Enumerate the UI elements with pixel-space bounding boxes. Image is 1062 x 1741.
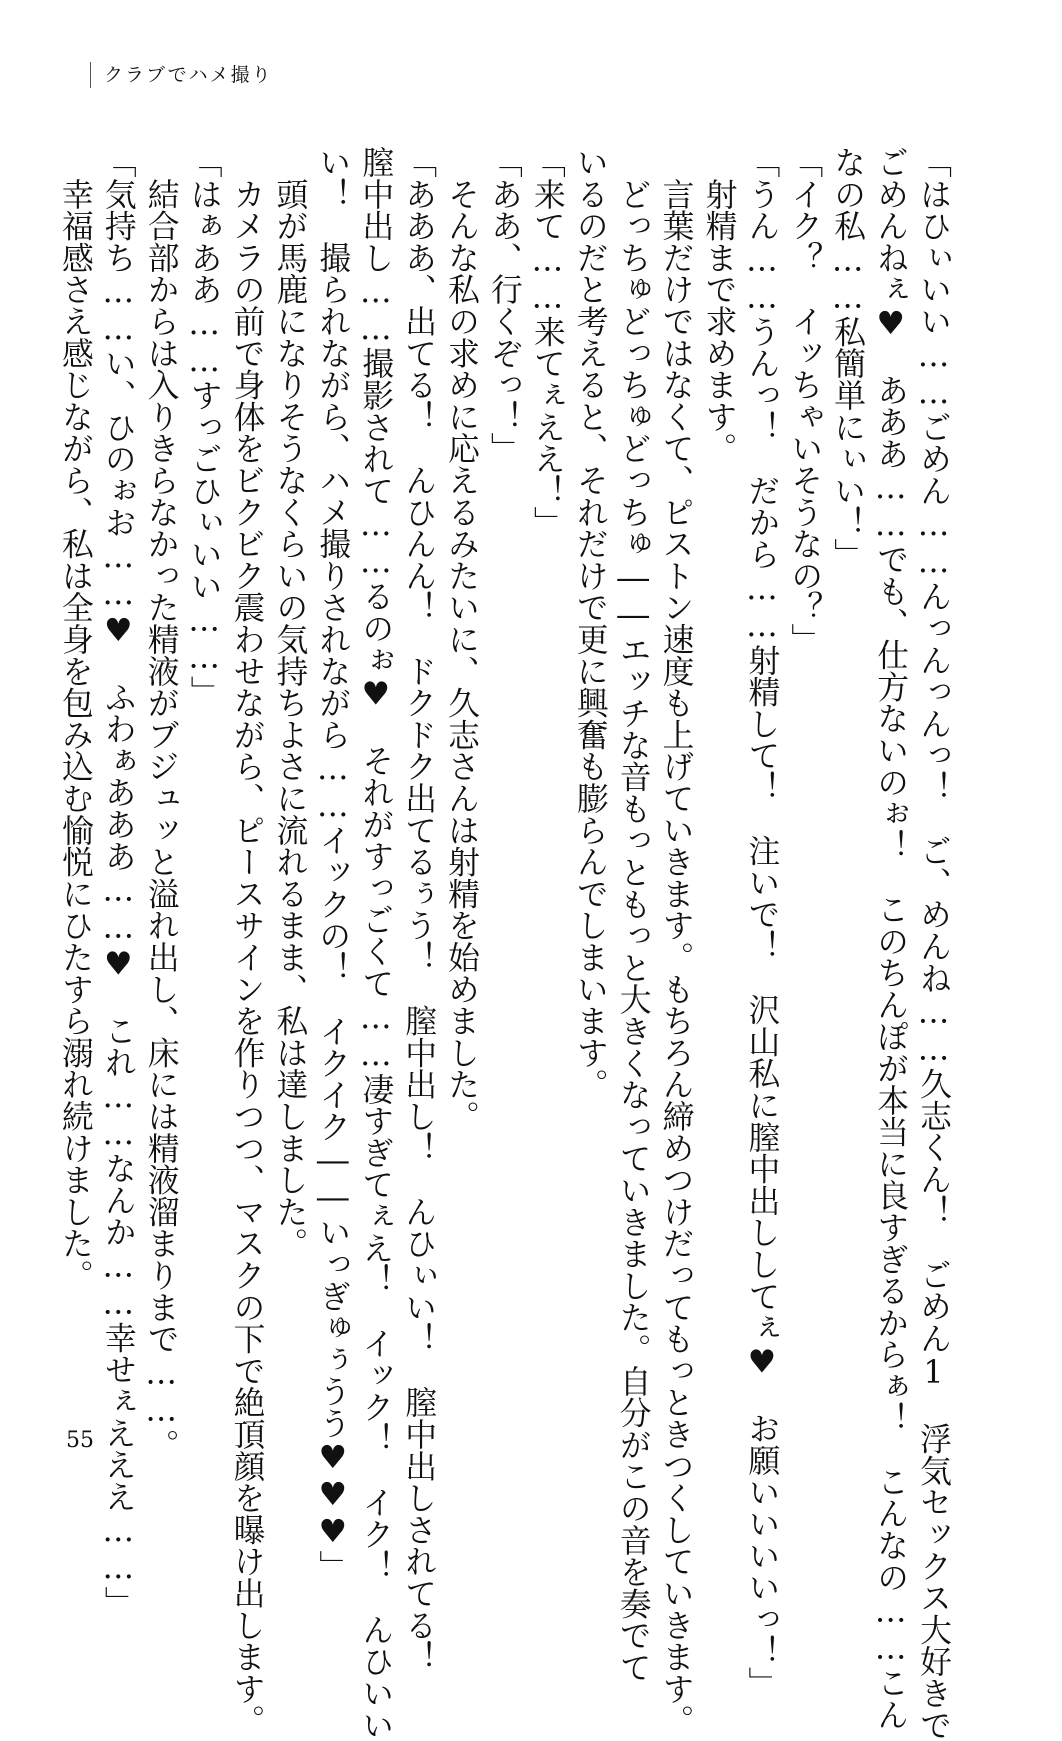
text-line: なの私……私簡単にぃい！」: [829, 146, 867, 570]
text-line: 「はぁああ……すっごひぃいい……」: [185, 146, 223, 708]
text-line: そんな私の求めに応えるみたいに、久志さんは射精を始めました。: [443, 146, 481, 1132]
text-line: 「気持ち……い、ひのぉお……♥ ふわぁあああ……♥ これ……なんか……幸せぇえええ……」: [99, 146, 137, 1618]
text-line: 膣中出し……撮影されて……るのぉ♥ それがすっごくて……凄すぎてぇえ！ イック！ イク！ んひいい: [357, 146, 395, 1741]
text-line: 頭が馬鹿になりそうなくらいの気持ちよさに流れるまま、私は達しました。: [271, 146, 309, 1259]
running-head-rule: [90, 62, 91, 88]
text-line: 「あああ、出てる！ んひんん！ ドクドク出てるぅう！ 膣中出し！ んひぃい！ 膣中出しされてる！: [400, 146, 438, 1673]
page-number: 55: [66, 1428, 94, 1453]
text-line: 結合部からは入りきらなかった精液がブジュッと溢れ出し、床には精液溜まりまで……。: [142, 146, 180, 1461]
running-head-title: クラブでハメ撮り: [104, 64, 273, 86]
text-line: いるのだと考えると、それだけで更に興奮も膨らんでしまいます。: [571, 146, 609, 1100]
text-line: 幸福感さえ感じながら、私は全身を包み込む愉悦にひたすら溺れ続けました。: [56, 146, 94, 1291]
text-line: い！ 撮られながら、ハメ撮りされながら……イックの！ イクイク――いっぎゅぅうう♥♥♥」: [314, 146, 352, 1582]
text-line: ごめんねぇ♥ あああ……でも、仕方ないのぉ！ このちんぽが本当に良すぎるからぁ！ こんなの……こん: [872, 146, 910, 1731]
text-line: 射精まで求めます。: [700, 146, 738, 464]
text-line: 「ああ、行くぞっ！」: [485, 146, 523, 464]
text-line: どっちゅどっちゅどっちゅ――エッチな音もっともっと大きくなっていきました。自分がこの音を奏でて: [614, 146, 652, 1683]
text-line: 言葉だけではなくて、ピストン速度も上げていきます。もちろん締めつけだってもっときつくしていきます。: [657, 146, 695, 1736]
text-line: 「うん……うんっ！ だから……射精して！ 注いで！ 沢山私に膣中出ししてぇ♥ お願いいいいっ！」: [743, 146, 781, 1699]
text-line: 「はひぃいい……ごめん……んっんっんっ！ ご、めんね……久志くん！ ごめん1 浮気セックス大好きで: [915, 146, 952, 1741]
text-line: 「来て……来てぇええ！」: [528, 146, 566, 538]
text-line: 「イク？ イッちゃいそうなの？」: [786, 146, 824, 655]
text-line: カメラの前で身体をビクビク震わせながら、ピースサインを作りつつ、マスクの下で絶頂顔を曝け出します。: [228, 146, 266, 1736]
